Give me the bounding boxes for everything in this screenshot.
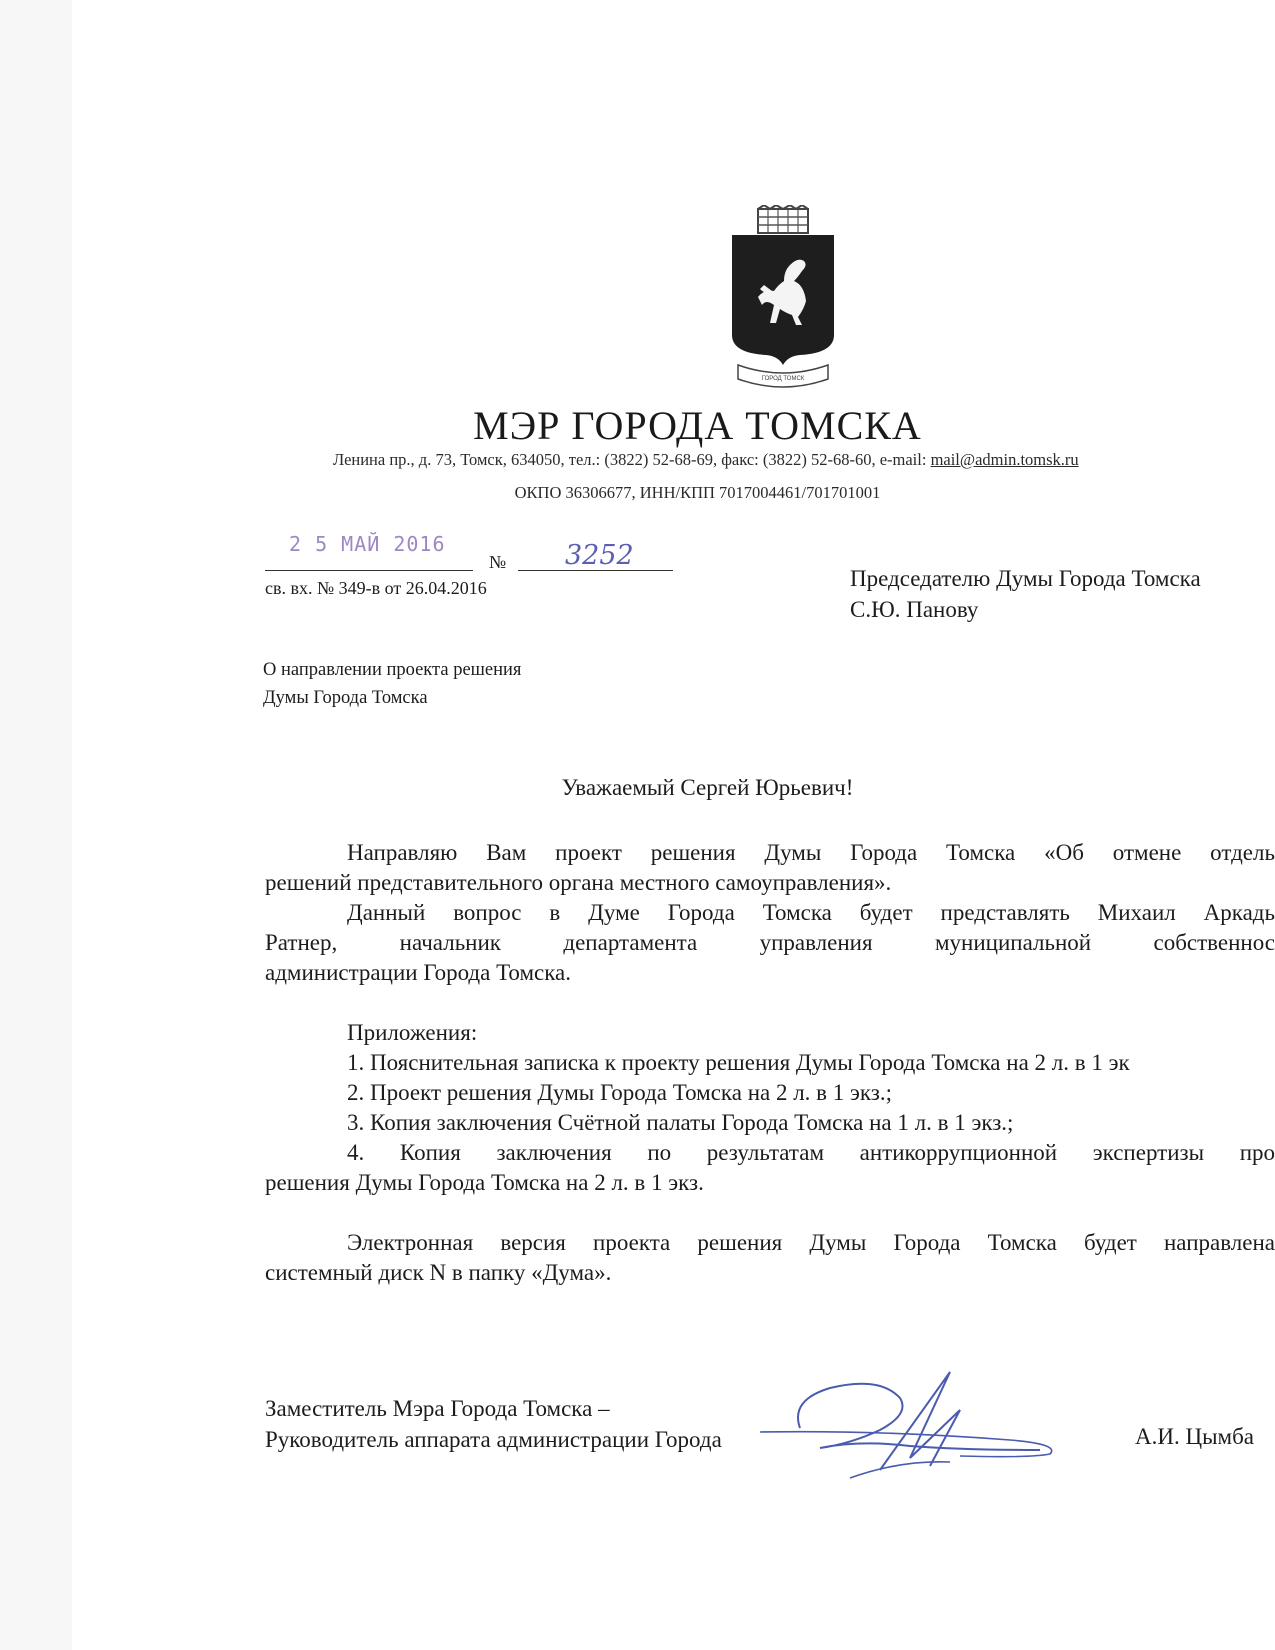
address-line xyxy=(333,450,1079,470)
registry-codes: ОКПО 36306677, ИНН/КПП 7017004461/701701001 xyxy=(514,483,881,502)
attachments-title: Приложения: xyxy=(347,1020,478,1045)
subject-block xyxy=(263,656,521,712)
address-text: Ленина пр., д. 73, Томск, 634050, тел.: (3822) 52-68-69, факс: (3822) 52-68-60, e-mail: xyxy=(333,450,931,469)
attachment-item: 4. Копия заключения по результатам антикоррупционной экспертизы про xyxy=(347,1140,1275,1165)
tomsk-coat-of-arms-emblem xyxy=(728,205,838,400)
salutation: Уважаемый Сергей Юрьевич! xyxy=(561,775,854,800)
attachment-item: 3. Копия заключения Счётной палаты Города Томска на 1 л. в 1 экз.; xyxy=(347,1110,1014,1135)
paragraph-2-line-3: администрации Города Томска. xyxy=(265,960,572,985)
paragraph-1-line-2: решений представительного органа местного самоуправления». xyxy=(265,870,892,895)
page-title: МЭР ГОРОДА ТОМСКА xyxy=(473,403,922,448)
signatory-position-line-2: Руководитель аппарата администрации Города xyxy=(265,1427,722,1452)
subject-line-2: Думы Города Томска xyxy=(263,688,428,708)
paragraph-2-line-1: Данный вопрос в Думе Города Томска будет представлять Михаил Аркадь xyxy=(347,900,1275,925)
handwritten-signature xyxy=(760,1370,1100,1490)
svg-text:ГОРОД ТОМСК: ГОРОД ТОМСК xyxy=(761,376,805,382)
signatory-name: А.И. Цымба xyxy=(1135,1424,1254,1449)
paragraph-3-line-2: системный диск N в папку «Дума». xyxy=(265,1260,612,1285)
handwritten-outgoing-number: 3252 xyxy=(565,540,634,571)
paragraph-3-line-1: Электронная версия проекта решения Думы Города Томска будет направлена xyxy=(347,1230,1275,1255)
letter-body xyxy=(265,838,1275,1288)
date-stamp: 2 5 МАЙ 2016 xyxy=(289,532,446,556)
date-underline xyxy=(265,570,473,571)
signatory-position xyxy=(265,1393,722,1455)
subject-line-1: О направлении проекта решения xyxy=(263,660,522,680)
ribbon-icon xyxy=(738,365,828,387)
attachment-4-continuation: решения Думы Города Томска на 2 л. в 1 экз. xyxy=(265,1170,704,1195)
recipient-title: Председателю Думы Города Томска xyxy=(850,566,1201,591)
crown-icon xyxy=(758,205,808,233)
email-link[interactable]: mail@admin.tomsk.ru xyxy=(930,450,1079,469)
attachment-item: 1. Пояснительная записка к проекту решения Думы Города Томска на 2 л. в 1 эк xyxy=(347,1050,1130,1075)
paragraph-2-line-2: Ратнер, начальник департамента управления муниципальной собственнос xyxy=(265,930,1275,955)
recipient-name: С.Ю. Панову xyxy=(850,597,979,622)
recipient-block xyxy=(850,563,1201,625)
attachment-item: 2. Проект решения Думы Города Томска на 2 л. в 1 экз.; xyxy=(347,1080,893,1105)
incoming-reference: св. вх. № 349-в от 26.04.2016 xyxy=(265,578,487,598)
signatory-position-line-1: Заместитель Мэра Города Томска – xyxy=(265,1396,610,1421)
number-sign: № xyxy=(489,552,507,572)
paragraph-1-line-1: Направляю Вам проект решения Думы Города Томска «Об отмене отдель xyxy=(347,840,1275,865)
page-margin-shade xyxy=(0,0,72,1650)
